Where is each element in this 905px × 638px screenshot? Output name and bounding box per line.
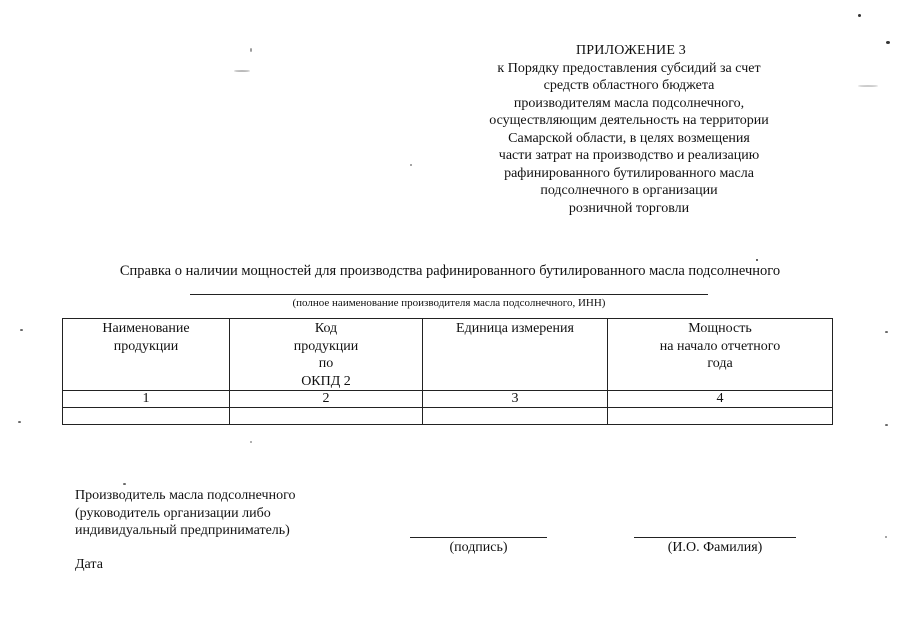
scan-speck (123, 483, 126, 485)
table-cell-empty[interactable] (63, 408, 230, 425)
scan-speck (756, 259, 758, 261)
scan-speck (885, 331, 888, 333)
signature-label-line: Производитель масла подсолнечного (75, 488, 296, 503)
scan-speck (885, 424, 888, 426)
scan-speck (18, 421, 21, 423)
appendix-line: осуществляющим деятельность на территории (489, 113, 769, 128)
header-text: года (707, 356, 733, 371)
header-text: Единица измерения (456, 321, 574, 336)
column-number-row (63, 391, 833, 408)
scan-speck (885, 536, 887, 538)
appendix-line: к Порядку предоставления субсидий за счет (497, 60, 761, 76)
appendix-line: рафинированного бутилированного масла (504, 165, 754, 181)
signature-caption: (подпись) (449, 540, 508, 555)
header-text: ОКПД 2 (301, 373, 351, 389)
table-cell-empty[interactable] (423, 408, 608, 425)
table-cell-empty[interactable] (230, 408, 423, 425)
full-name-caption: (И.О. Фамилия) (667, 540, 763, 555)
column-number-cell: 4 (608, 391, 833, 408)
appendix-line: производителям масла подсолнечного, (513, 95, 745, 111)
appendix-line: подсолнечного в организации (540, 183, 718, 198)
full-name-field-line (634, 537, 796, 538)
document-heading: Справка о наличии мощностей для производства рафинированного бутилированного масла подсолнечного (119, 263, 781, 279)
signature-label-line: (руководитель организации либо (75, 505, 271, 521)
producer-name-field-line (190, 294, 708, 295)
appendix-line: средств областного бюджета (543, 78, 715, 93)
table-data-row (63, 408, 833, 425)
header-cell-product-name (63, 319, 230, 391)
capacity-table (62, 318, 833, 425)
date-label: Дата (75, 557, 103, 572)
appendix-title: ПРИЛОЖЕНИЕ 3 (575, 43, 687, 58)
header-text: Мощность (688, 321, 752, 336)
column-number-cell: 2 (230, 391, 423, 408)
producer-signature-block (75, 487, 295, 540)
scan-speck (858, 14, 861, 17)
scan-speck (410, 164, 412, 166)
signature-field-line (410, 537, 547, 538)
appendix-line: Самарской области, в целях возмещения (508, 130, 750, 146)
producer-name-caption: (полное наименование производителя масла подсолнечного, ИНН) (292, 297, 606, 309)
table-cell-empty[interactable] (608, 408, 833, 425)
appendix-header (470, 42, 788, 217)
header-cell-capacity (608, 319, 833, 391)
header-text: на начало отчетного (659, 338, 781, 354)
scan-speck (250, 48, 252, 52)
header-cell-product-code (230, 319, 423, 391)
header-text: по (318, 356, 334, 371)
header-text: Наименование (102, 321, 190, 336)
column-number-cell: 1 (63, 391, 230, 408)
scan-speck (250, 441, 252, 443)
scan-speck (858, 85, 878, 87)
table-header-row (63, 319, 833, 391)
appendix-line: части затрат на производство и реализацию (498, 148, 760, 163)
scan-speck (234, 70, 250, 72)
header-text: Код (314, 321, 338, 336)
appendix-line: розничной торговли (568, 200, 690, 216)
scan-speck (20, 329, 23, 331)
header-text: продукции (113, 338, 179, 354)
scan-speck (886, 41, 890, 44)
header-text: продукции (293, 338, 359, 354)
column-number-cell: 3 (423, 391, 608, 408)
header-cell-unit (423, 319, 608, 391)
signature-label-line: индивидуальный предприниматель) (75, 523, 290, 538)
